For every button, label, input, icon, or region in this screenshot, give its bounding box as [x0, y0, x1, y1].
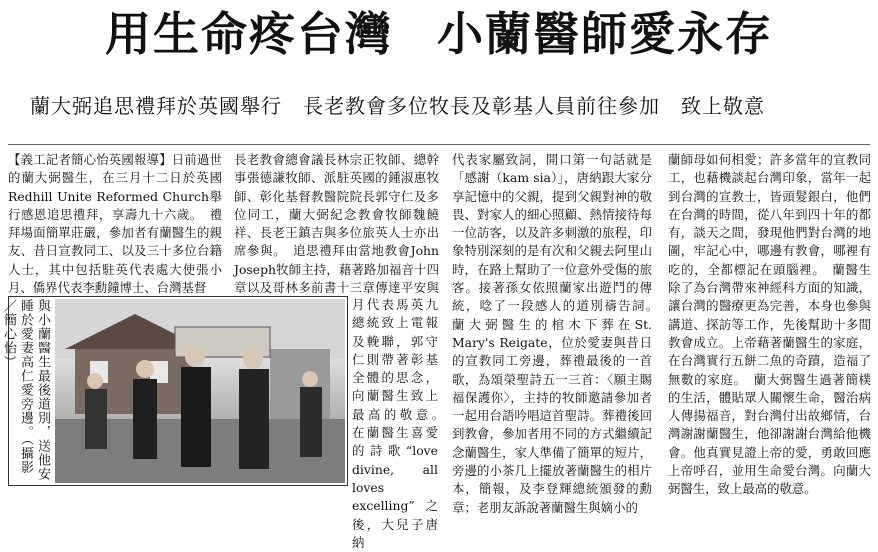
subheadline-part-3: 致上敬意: [681, 94, 765, 118]
article-column-2-continued: [352, 296, 451, 550]
headline-part-2: 小蘭醫師愛永存: [437, 7, 773, 61]
headline: [0, 6, 878, 62]
funeral-photo-illustration: [55, 299, 345, 483]
article-column-3: [452, 151, 665, 515]
divider-rule: [8, 144, 870, 145]
article-text-col4: 蘭師母如何相愛；許多當年的宣教同工，也藉機談起台灣印象，當年一起到台灣的宣教士，皆頭髮銀白，他們在台灣的時間，從八年到四十年的都有，談天之間，發現他們對台灣的地圖，牢記心中，哪邊有教會，哪裡有吃的，全都標記在頭腦裡。 蘭醫生除了為台灣帶來神經科方面的知識，讓台灣的醫療更為完善，本身也參與講道、探訪等工作，先後幫助十多間教會成立。上帝藉著蘭醫生的家庭，在台灣實行五餅二魚的奇蹟，造福了無數的家庭。 蘭大弼醫生過著簡樸的生活，體貼眾人關懷生命，醫治病人傳揚福音，對台灣付出故鄉情，台灣謝謝蘭醫生，他卻謝謝台灣給他機會。他真實見證上帝的愛，勇敢回應上帝呼召，並用生命愛台灣。向蘭大弼醫生，致上最高的敬意。: [668, 152, 871, 497]
subheadline-part-2: 長老教會多位牧長及彰基人員前往參加: [303, 94, 660, 118]
article-column-2: [234, 151, 439, 296]
article-text-col2: 長老教會總會議長林宗正牧師、總幹事張德謙牧師、派駐英國的鍾淑惠牧師、彰化基督教醫院院長郭守仁及多位同工，蘭大弼紀念教會牧師魏饒祥、長老王鎮吉與多位旅英人士亦出席參與。 追思禮拜由當地教會John Joseph牧師主持，藉著路加福音十四章以及哥林多前書十三章傳達平安與: [234, 152, 439, 296]
funeral-photo: [55, 299, 345, 483]
article-text-col1: 【義工記者簡心怡英國報導】日前過世的蘭大弼醫生，在三月十二日於英國Redhill Unite Reformed Church舉行感恩追思禮拜，享壽九十六歲。 禮拜場面簡單莊嚴，參加者有蘭醫生的親友、昔日宣教同工、以及三十多位台籍人士，其中包括駐英代表處大使張小月、僑界代表李勳鐘博士、台灣基督: [8, 152, 222, 296]
photo-box: [1, 296, 348, 486]
article-text-col2b: 月代表馬英九總統致上電報及輓聯，郭守仁則帶著彰基全體的思念，向蘭醫生致上最高的敬意。 在蘭醫生喜愛的詩歌“love divine, all loves excelling”之後，大兒子唐納: [352, 297, 451, 550]
article-column-4: [668, 151, 871, 497]
subheadline-part-1: 蘭大弼追思禮拜於英國舉行: [30, 94, 282, 118]
photo-caption: 與小蘭醫生最後道別，送他安睡於愛妻高仁愛旁邊。（攝影／簡心怡）: [1, 299, 50, 481]
subheadline: [30, 93, 860, 119]
article-text-col3: 代表家屬致詞，開口第一句話就是「感謝（kam sia）」，唐納跟大家分享記憶中的父親，提到父親對神的敬畏、對家人的細心照顧、熱情接待每一位訪客，以及許多刺激的旅程，印象特別深刻的是有次和父親去阿里山時，在路上幫助了一位意外受傷的旅客。接著孫女依照蘭家出遊鬥的傳統，唸了一段感人的道別禱告詞。 蘭大弼醫生的棺木下葬在St. Mary's Reigate，位於愛妻與昔日的宣教同工旁邊，葬禮最後的一首歌，為頌榮聖詩五一三首：〈願主賜福保護你〉，主持的牧師邀請參加者一起用台語吟唱這首聖詩。葬禮後回到教會，參加者用不同的方式繼續記念蘭醫生，家人準備了簡單的短片，旁邊的小茶几上擺放著蘭醫生的相片本，簡報，及李登輝總統頒發的勳章；老朋友訴說著蘭醫生與嫡小的: [452, 152, 665, 515]
headline-part-1: 用生命疼台灣: [105, 7, 393, 61]
article-column-1: [8, 151, 222, 296]
